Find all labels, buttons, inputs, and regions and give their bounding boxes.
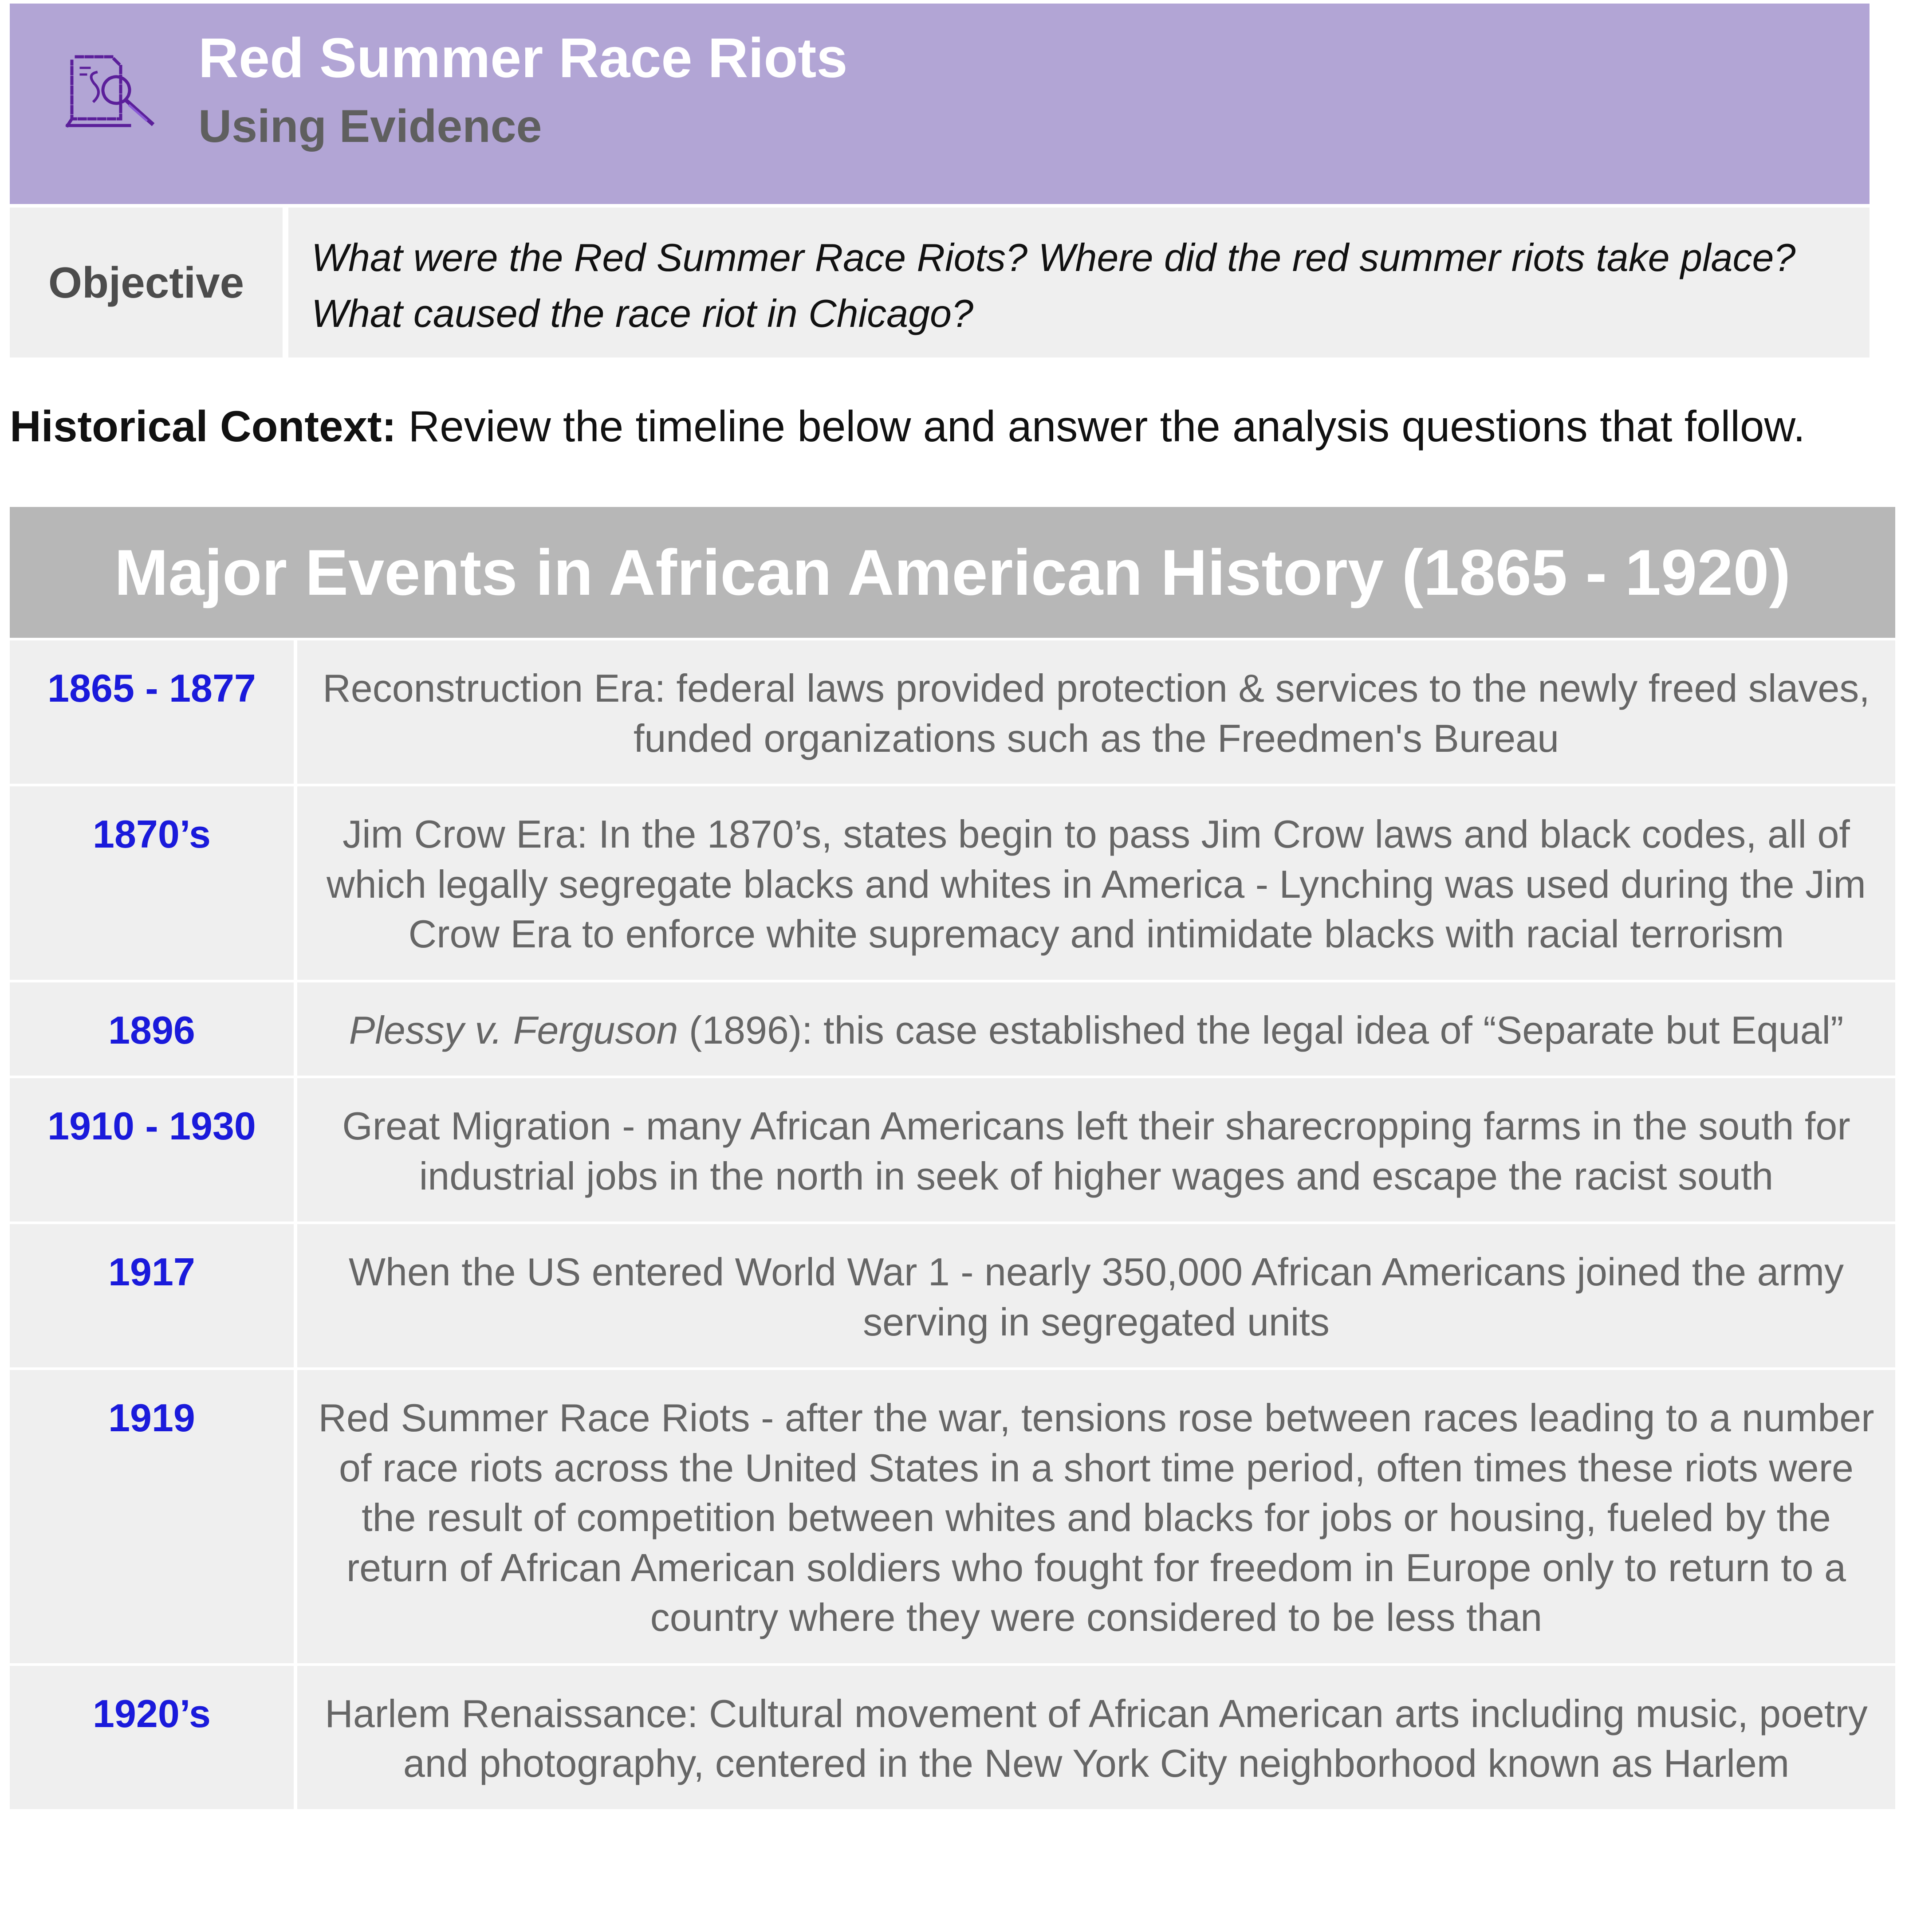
objective-label-cell <box>10 208 283 357</box>
timeline-description: Red Summer Race Riots - after the war, tensions rose between races leading to a number of race riots across the United States in a short time period, often times these riots were the result of competition between whites and blacks for jobs or housing, fueled by the return of African American soldiers who fought for freedom in Europe only to return to a country where they were considered to be less than <box>297 1370 1895 1663</box>
timeline-date: 1896 <box>10 982 294 1076</box>
timeline-description <box>297 982 1895 1076</box>
timeline-date: 1920’s <box>10 1666 294 1809</box>
timeline-date: 1870’s <box>10 786 294 980</box>
objective-label: Objective <box>48 258 244 307</box>
table-row <box>10 640 1895 784</box>
timeline-date: 1910 - 1930 <box>10 1078 294 1221</box>
timeline-date: 1865 - 1877 <box>10 640 294 784</box>
objective-row <box>10 208 1870 357</box>
timeline-description: Harlem Renaissance: Cultural movement of African American arts including music, poetry and photography, centered in the New York City neighborhood known as Harlem <box>297 1666 1895 1809</box>
timeline-date: 1919 <box>10 1370 294 1663</box>
timeline-description: Jim Crow Era: In the 1870’s, states begin to pass Jim Crow laws and black codes, all of which legally segregate blacks and whites in America - Lynching was used during the Jim Crow Era to enforce white supremacy and intimidate blacks with racial terrorism <box>297 786 1895 980</box>
table-row <box>10 1078 1895 1221</box>
timeline-table <box>10 507 1895 1809</box>
page-title: Red Summer Race Riots <box>198 27 848 89</box>
objective-text: What were the Red Summer Race Riots? Where did the red summer riots take place? What caused the race riot in Chicago? <box>311 236 1796 335</box>
table-row <box>10 1666 1895 1809</box>
historical-context-text: Review the timeline below and answer the analysis questions that follow. <box>396 402 1806 451</box>
timeline-description: Reconstruction Era: federal laws provided protection & services to the newly freed slaves, funded organizations such as the Freedmen's Bureau <box>297 640 1895 784</box>
table-row <box>10 1370 1895 1663</box>
historian-evidence-icon <box>63 48 169 132</box>
timeline-description: When the US entered World War 1 - nearly 350,000 African Americans joined the army serving in segregated units <box>297 1224 1895 1367</box>
historical-context-label: Historical Context: <box>10 402 397 451</box>
timeline-title: Major Events in African American History (1865 - 1920) <box>10 507 1895 638</box>
timeline-description: Great Migration - many African Americans left their sharecropping farms in the south for industrial jobs in the north in seek of higher wages and escape the racist south <box>297 1078 1895 1221</box>
table-row <box>10 1224 1895 1367</box>
table-row <box>10 786 1895 980</box>
historical-context <box>10 401 1900 452</box>
header-banner <box>10 4 1870 204</box>
case-name: Plessy v. Ferguson <box>349 1008 678 1052</box>
objective-text-cell <box>288 208 1870 357</box>
timeline-description-text: (1896): this case established the legal idea of “Separate but Equal” <box>678 1008 1844 1052</box>
page-subtitle: Using Evidence <box>198 101 542 152</box>
timeline-date: 1917 <box>10 1224 294 1367</box>
table-row <box>10 982 1895 1076</box>
